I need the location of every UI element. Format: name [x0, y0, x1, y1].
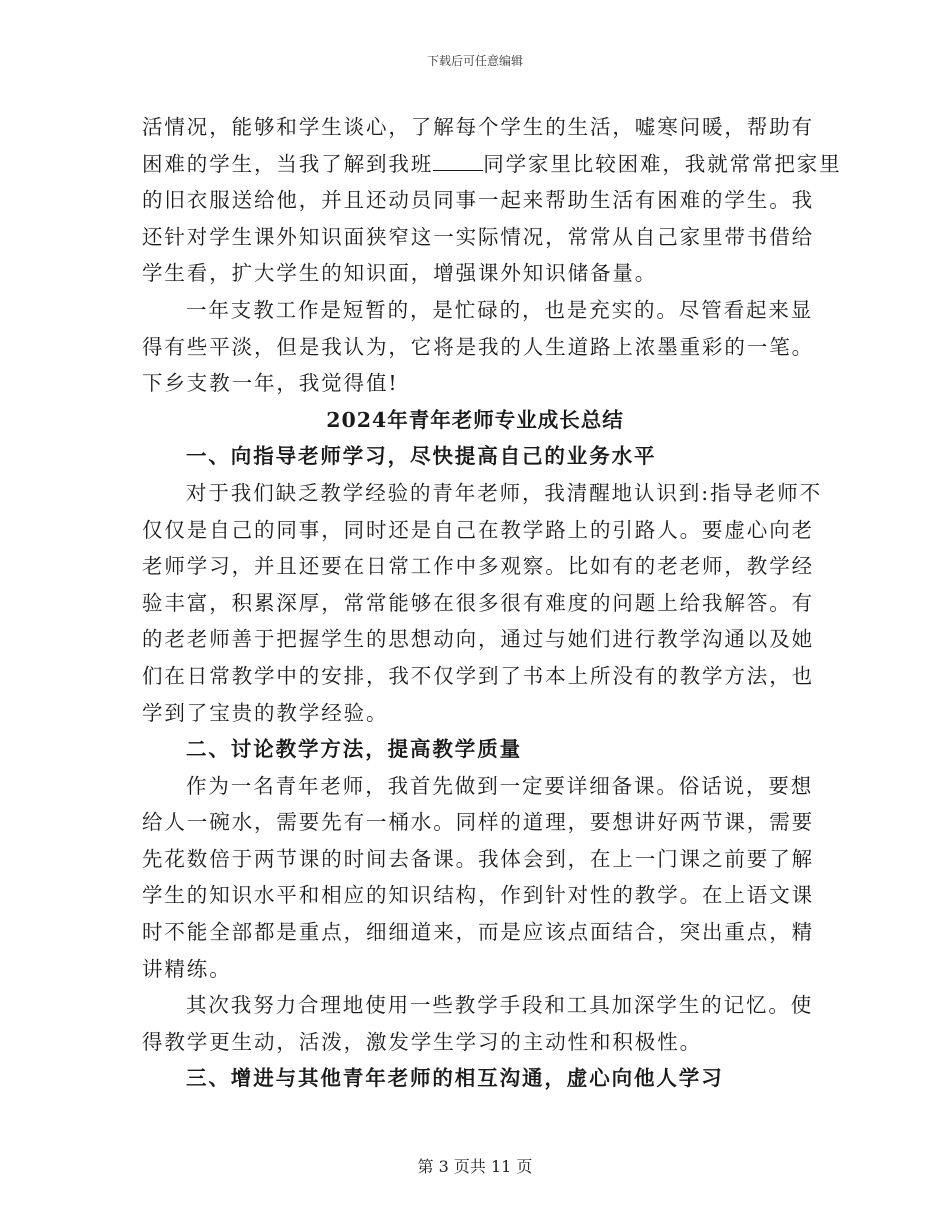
- text-line: 学生的知识水平和相应的知识结构，作到针对性的教学。在上语文课: [142, 883, 814, 908]
- text-line: 讲精练。: [142, 956, 232, 981]
- fill-in-blank: [433, 152, 483, 171]
- text-line: 学到了宝贵的教学经验。: [142, 700, 389, 725]
- text-line: 时不能全部都是重点，细细道来，而是应该点面结合，突出重点，精: [142, 920, 814, 945]
- text-segment: 困难的学生，当我了解到我班: [142, 151, 434, 176]
- text-line: 的旧衣服送给他，并且还动员同事一起来帮助生活有困难的学生。我: [142, 188, 814, 213]
- text-line: 先花数倍于两节课的时间去备课。我体会到，在上一门课之前要了解: [142, 846, 814, 871]
- paragraph-1: [142, 109, 842, 292]
- text-line: 其次我努力合理地使用一些教学手段和工具加深学生的记忆。使: [186, 993, 814, 1018]
- text-line: 给人一碗水，需要先有一桶水。同样的道理，要想讲好两节课，需要: [142, 810, 814, 835]
- paragraph-5: [142, 987, 814, 1060]
- text-line: 学生看，扩大学生的知识面，增强课外知识储备量。: [142, 261, 658, 286]
- document-body: [142, 109, 842, 1097]
- paragraph-3: [142, 475, 823, 731]
- text-line: 得教学更生动，活泼，激发学生学习的主动性和积极性。: [142, 1029, 702, 1054]
- text-line: 老师学习，并且还要在日常工作中多观察。比如有的老老师，教学经: [142, 554, 814, 579]
- text-line: 验丰富，积累深厚，常常能够在很多很有难度的问题上给我解答。有: [142, 590, 814, 615]
- section-heading-1: 一、向指导老师学习，尽快提高自己的业务水平: [186, 444, 657, 469]
- section-heading-3: 三、增进与其他青年老师的相互沟通，虚心向他人学习: [186, 1066, 724, 1091]
- text-line: 下乡支教一年，我觉得值!: [142, 371, 399, 396]
- text-line: 得有些平淡，但是我认为，它将是我的人生道路上浓墨重彩的一笔。: [142, 334, 814, 359]
- text-line: 对于我们缺乏教学经验的青年老师，我清醒地认识到:指导老师不: [186, 480, 823, 505]
- page-header: 下载后可任意编辑: [426, 54, 523, 68]
- text-line: 仅仅是自己的同事，同时还是自己在教学路上的引路人。要虚心向老: [142, 517, 814, 542]
- text-line: 一年支教工作是短暂的，是忙碌的，也是充实的。尽管看起来显: [186, 297, 814, 322]
- text-segment: 同学家里比较困难，我就常常把家里: [483, 151, 842, 176]
- document-title: 2024年青年老师专业成长总结: [326, 407, 624, 432]
- text-line: 作为一名青年老师，我首先做到一定要详细备课。俗话说，要想: [186, 773, 814, 798]
- text-line: 还针对学生课外知识面狭窄这一实际情况，常常从自己家里带书借给: [142, 224, 814, 249]
- paragraph-4: [142, 768, 814, 988]
- text-line: 活情况，能够和学生谈心，了解每个学生的生活，嘘寒问暖，帮助有: [142, 115, 814, 139]
- text-line: 们在日常教学中的安排，我不仅学到了书本上所没有的教学方法，也: [142, 663, 814, 688]
- text-line: 的老老师善于把握学生的思想动向，通过与她们进行教学沟通以及她: [142, 627, 814, 652]
- text-line: [142, 146, 842, 183]
- page-footer: 第 3 页共 11 页: [417, 1157, 533, 1176]
- section-heading-2: 二、讨论教学方法，提高教学质量: [186, 737, 522, 762]
- paragraph-2: [142, 292, 814, 402]
